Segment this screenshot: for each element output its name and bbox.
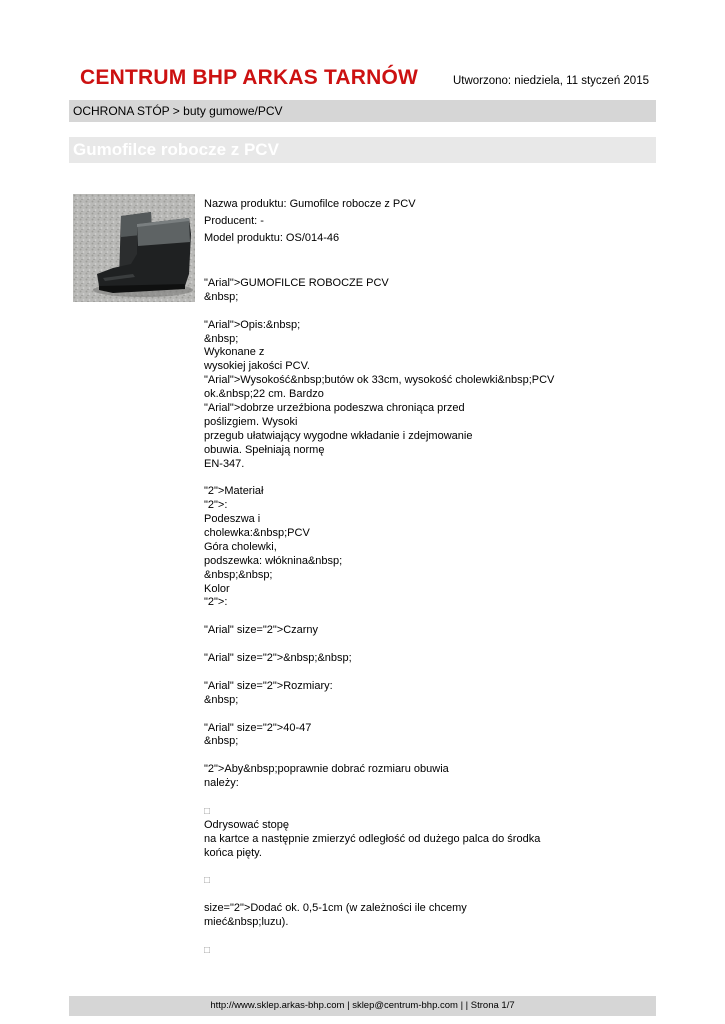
bullet-glyph: □ xyxy=(204,875,211,887)
description-line: &nbsp; xyxy=(204,735,239,748)
description-line: "Arial">Wysokość&nbsp;butów ok 33cm, wysokość cholewki&nbsp;PCV xyxy=(204,374,555,387)
description-line: cholewka:&nbsp;PCV xyxy=(204,527,310,540)
product-name: Nazwa produktu: Gumofilce robocze z PCV xyxy=(204,198,416,210)
page-footer: http://www.sklep.arkas-bhp.com | sklep@centrum-bhp.com | | Strona 1/7 xyxy=(69,996,656,1016)
description-line: "2">Materiał xyxy=(204,485,264,498)
description-line: "Arial">dobrze urzeźbiona podeszwa chroniąca przed xyxy=(204,402,465,415)
description-line: poślizgiem. Wysoki xyxy=(204,415,298,428)
description-line: &nbsp; xyxy=(204,693,239,706)
description-spacer xyxy=(204,930,624,944)
description-line: Góra cholewki, xyxy=(204,540,277,553)
description-spacer xyxy=(204,749,624,763)
product-title: Gumofilce robocze z PCV xyxy=(69,137,656,163)
description-spacer xyxy=(204,610,624,624)
description-spacer xyxy=(204,860,624,874)
description-line: "Arial" size="2">&nbsp;&nbsp; xyxy=(204,652,352,665)
description-line: "Arial">GUMOFILCE ROBOCZE PCV xyxy=(204,277,389,289)
description-spacer xyxy=(204,305,624,319)
bullet-glyph: □ xyxy=(204,944,211,956)
description-line: "2">: xyxy=(204,499,228,512)
description-line: należy: xyxy=(204,777,239,790)
description-line: &nbsp; xyxy=(204,332,239,345)
description-line: "2">Aby&nbsp;poprawnie dobrać rozmiaru obuwia xyxy=(204,763,449,776)
product-image xyxy=(73,194,195,302)
description-line: EN-347. xyxy=(204,457,245,470)
description-spacer xyxy=(204,888,624,902)
shop-title: CENTRUM BHP ARKAS TARNÓW xyxy=(80,66,419,89)
description-line: podszewka: włóknina&nbsp; xyxy=(204,554,343,567)
description-line: "Arial" size="2">Rozmiary: xyxy=(204,679,333,692)
description-line: wysokiej jakości PCV. xyxy=(204,360,310,373)
description-line: "Arial" size="2">Czarny xyxy=(204,624,319,637)
description-line: size="2">Dodać ok. 0,5-1cm (w zależności ile chcemy xyxy=(204,902,467,915)
description-line: "Arial" size="2">40-47 xyxy=(204,721,312,734)
description-line: &nbsp; xyxy=(204,290,239,303)
description-spacer xyxy=(204,791,624,805)
breadcrumb: OCHRONA STÓP > buty gumowe/PCV xyxy=(69,100,656,122)
description-line: przegub ułatwiający wygodne wkładanie i zdejmowanie xyxy=(204,429,473,442)
product-model: Model produktu: OS/014-46 xyxy=(204,232,340,244)
description-line: Podeszwa i xyxy=(204,513,261,526)
description-line: Kolor xyxy=(204,582,230,595)
description-line: na kartce a następnie zmierzyć odległość od dużego palca do środka xyxy=(204,832,541,845)
description-line: Odrysować stopę xyxy=(204,818,289,831)
description-spacer xyxy=(204,471,624,485)
description-line: "Arial">Opis:&nbsp; xyxy=(204,318,301,331)
description-spacer xyxy=(204,638,624,652)
description-line: ok.&nbsp;22 cm. Bardzo xyxy=(204,388,324,401)
description-line: Wykonane z xyxy=(204,346,265,359)
description-spacer xyxy=(204,666,624,680)
bullet-glyph: □ xyxy=(204,805,211,817)
product-description xyxy=(204,277,624,958)
description-spacer xyxy=(204,708,624,722)
description-line: końca pięty. xyxy=(204,846,262,859)
product-details xyxy=(204,196,624,247)
product-producer: Producent: - xyxy=(204,215,264,227)
description-line: obuwia. Spełniają normę xyxy=(204,443,325,456)
description-line: &nbsp;&nbsp; xyxy=(204,568,273,581)
description-line: mieć&nbsp;luzu). xyxy=(204,915,289,928)
created-date: Utworzono: niedziela, 11 styczeń 2015 xyxy=(452,75,649,87)
description-line: "2">: xyxy=(204,596,228,609)
